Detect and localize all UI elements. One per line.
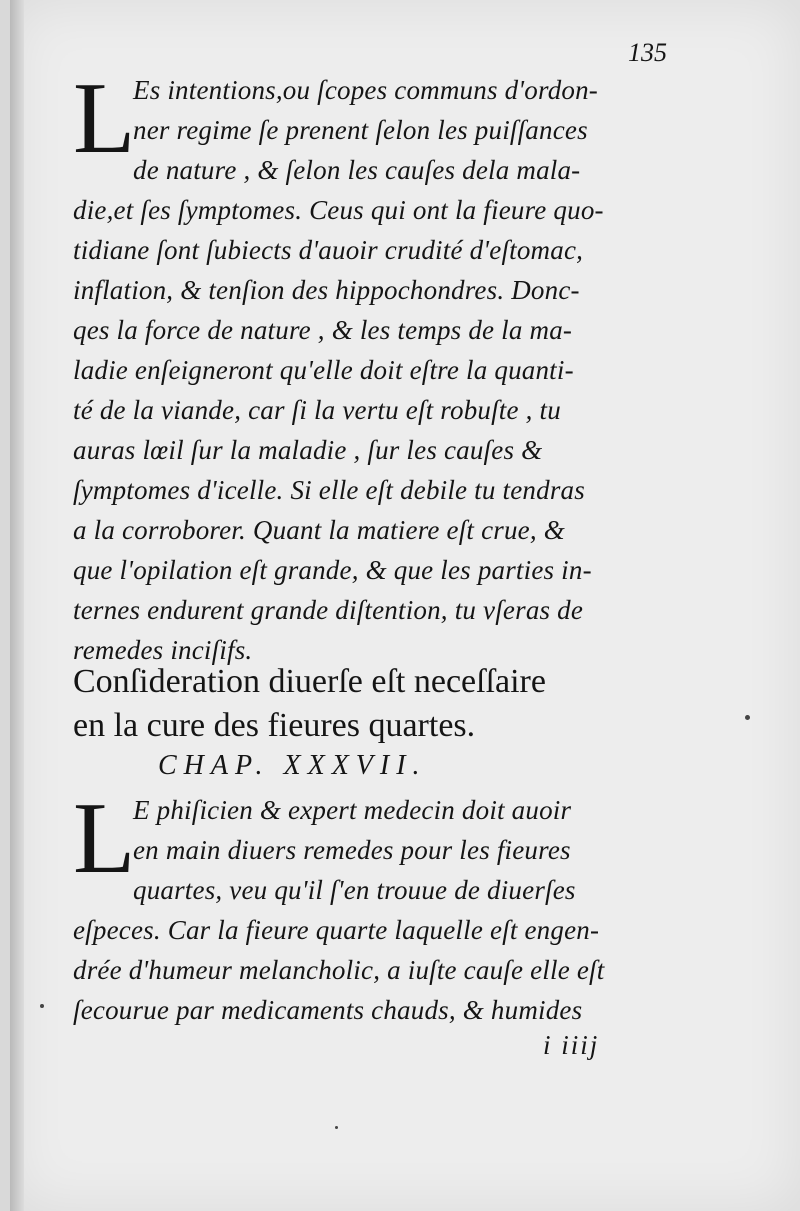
text-line: auras lœil ſur la maladie , ſur les cauſes & — [73, 435, 543, 465]
chapter-heading-line-2: en la cure des fieures quartes. — [73, 707, 476, 744]
text-line: ladie enſeigneront qu'elle doit eſtre la quanti- — [73, 355, 574, 385]
text-line: qes la force de nature , & les temps de la ma- — [73, 315, 573, 345]
chapter-heading-line-1: Conſideration diuerſe eſt neceſſaire — [73, 663, 546, 700]
chapter-number: CHAP. XXXVII. — [158, 750, 427, 781]
paper-speck — [40, 1004, 44, 1008]
text-line: remedes inciſifs. — [73, 635, 253, 665]
text-line: té de la viande, car ſi la vertu eſt robuſte , tu — [73, 395, 561, 425]
text-line: Es intentions,ou ſcopes communs d'ordon- — [133, 75, 598, 105]
text-line: a la corroborer. Quant la matiere eſt crue, & — [73, 515, 565, 545]
text-line: ner regime ſe prenent ſelon les puiſſances — [133, 115, 588, 145]
text-line: ſymptomes d'icelle. Si elle eſt debile tu tendras — [73, 475, 585, 505]
text-line: ternes endurent grande diſtention, tu vſeras de — [73, 595, 584, 625]
paper-speck — [335, 1126, 338, 1129]
text-line: que l'opilation eſt grande, & que les parties in- — [73, 555, 592, 585]
book-page — [10, 0, 800, 1211]
drop-cap-2: L — [73, 782, 136, 895]
paper-speck — [745, 715, 750, 720]
text-line: inflation, & tenſion des hippochondres. Donc- — [73, 275, 580, 305]
text-line: E phiſicien & expert medecin doit auoir — [133, 795, 572, 825]
text-line: en main diuers remedes pour les fieures — [133, 835, 571, 865]
text-line: drée d'humeur melancholic, a iuſte cauſe elle eſt — [73, 955, 605, 985]
text-line: ſecourue par medicaments chauds, & humides — [73, 995, 583, 1025]
text-line: eſpeces. Car la fieure quarte laquelle eſt engen- — [73, 915, 600, 945]
page-gutter — [10, 0, 24, 1211]
page-number: 135 — [628, 38, 667, 67]
text-line: de nature , & ſelon les cauſes dela mala- — [133, 155, 581, 185]
text-line: quartes, veu qu'il ſ'en trouue de diuerſes — [133, 875, 576, 905]
text-line: tidiane ſont ſubiects d'auoir crudité d'eſtomac, — [73, 235, 584, 265]
signature-mark: i iiij — [543, 1030, 600, 1060]
drop-cap-1: L — [73, 62, 136, 175]
text-line: die,et ſes ſymptomes. Ceus qui ont la fieure quo- — [73, 195, 604, 225]
